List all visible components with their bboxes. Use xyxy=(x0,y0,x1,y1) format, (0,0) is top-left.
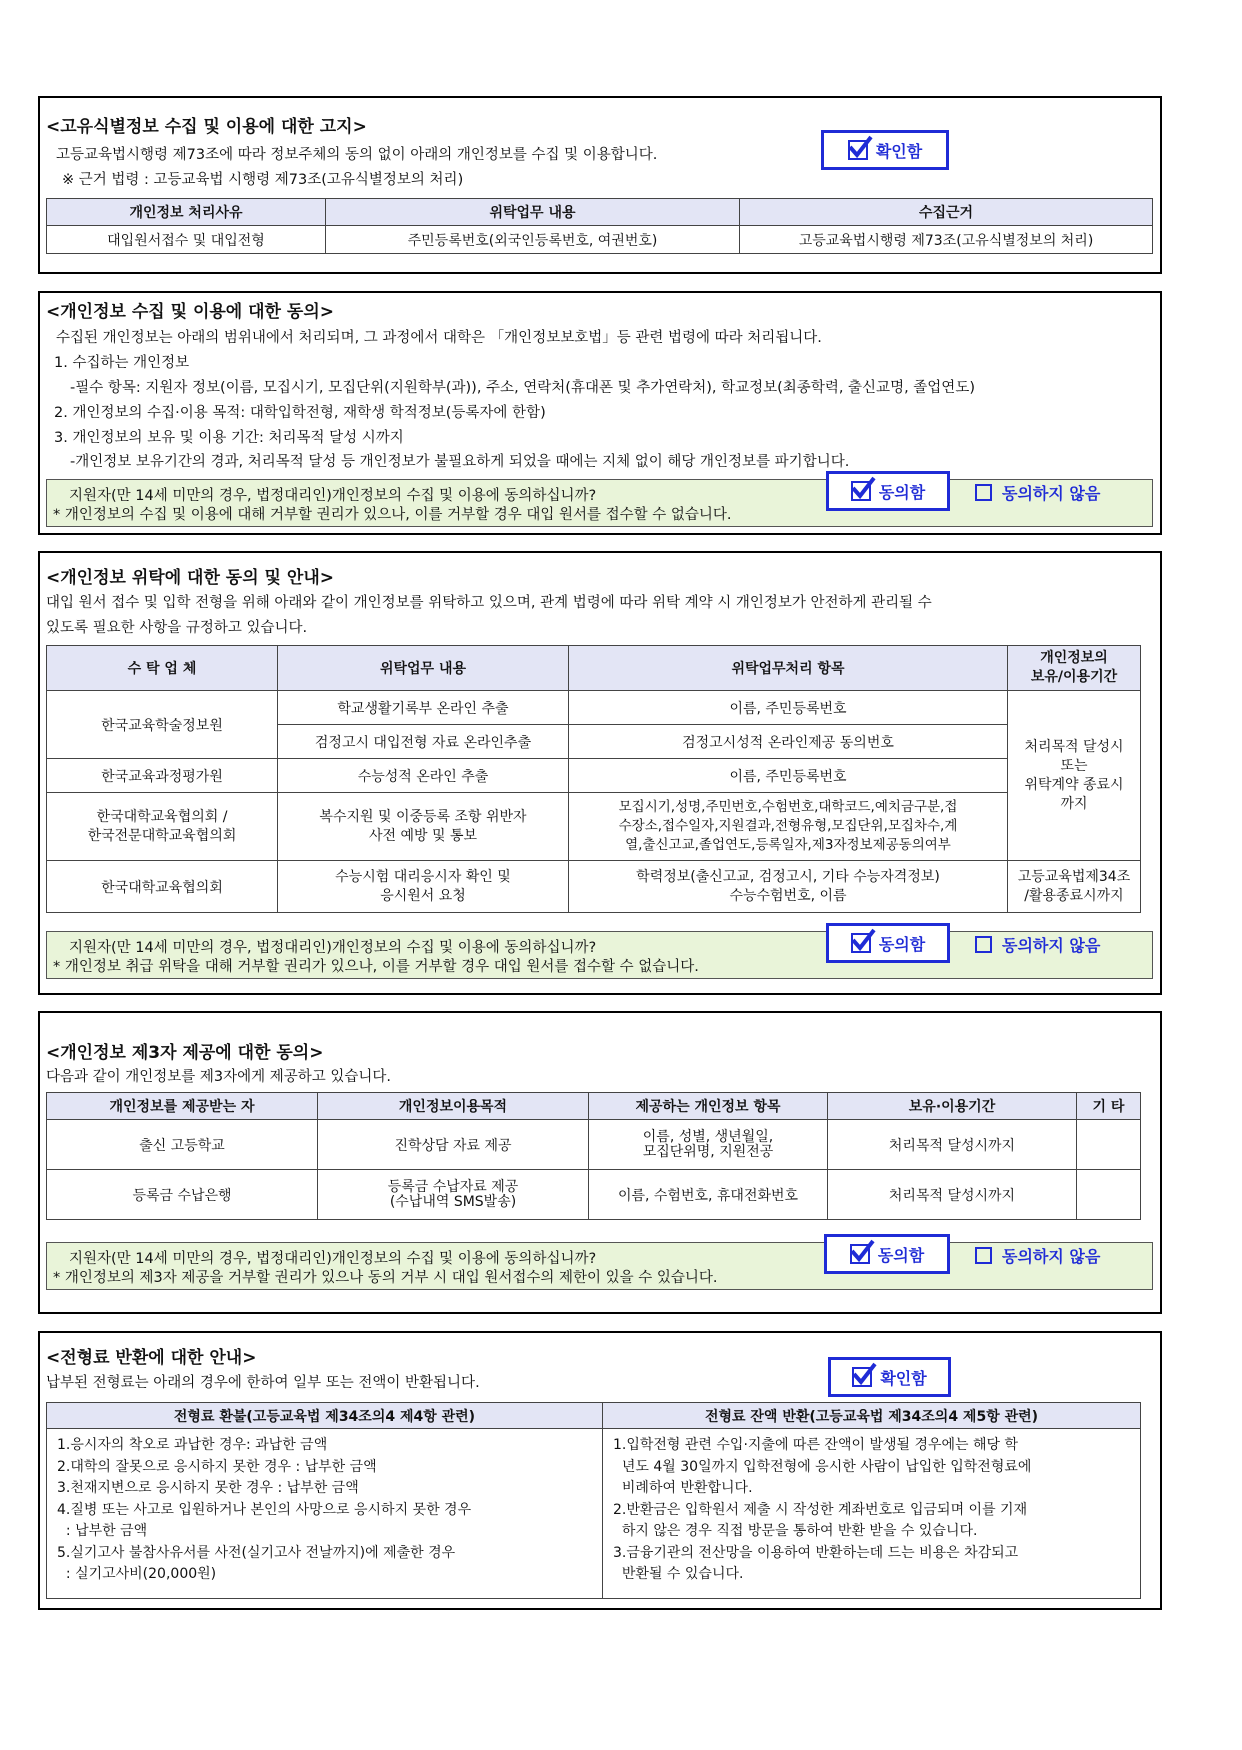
body-line: 3. 개인정보의 보유 및 이용 기간: 처리목적 달성 시까지 xyxy=(54,430,404,446)
body-line: -필수 항목: 지원자 정보(이름, 모집시기, 모집단위(지원학부(과)), 주소, 연락처(휴대폰 및 추가연락처), 학교정보(최종학력, 출신교명, 졸업연도) xyxy=(70,380,975,396)
table-cell: 처리목적 달성시까지 xyxy=(828,1120,1077,1170)
col-header: 수집근거 xyxy=(740,199,1153,226)
org-cell: 한국교육과정평가원 xyxy=(47,759,278,793)
empty-checkbox-icon xyxy=(975,484,992,501)
col-header: 위탁업무처리 항목 xyxy=(569,646,1008,691)
body-line: 다음과 같이 개인정보를 제3자에게 제공하고 있습니다. xyxy=(46,1069,392,1085)
table-cell: 이름, 성별, 생년월일, 모집단위명, 지원전공 xyxy=(589,1120,828,1170)
table-cell: 대입원서접수 및 대입전형 xyxy=(47,226,326,254)
table-cell: 처리목적 달성시까지 xyxy=(828,1170,1077,1220)
table-cell: 검정고시성적 온라인제공 동의번호 xyxy=(569,725,1008,759)
table-cell: 진학상담 자료 제공 xyxy=(318,1120,589,1170)
agree-label: 동의함 xyxy=(878,482,926,502)
empty-checkbox-icon xyxy=(975,1247,992,1264)
body-line: 1. 수집하는 개인정보 xyxy=(54,355,190,371)
section-title: <개인정보 위탁에 대한 동의 및 안내> xyxy=(46,568,334,588)
table-cell xyxy=(1077,1170,1141,1220)
section-fee-refund xyxy=(38,1331,1162,1610)
section-title: <전형료 반환에 대한 안내> xyxy=(46,1348,257,1368)
table-cell: 이름, 주민등록번호 xyxy=(569,691,1008,725)
agree-checkbox[interactable] xyxy=(826,471,950,511)
table-cell: 복수지원 및 이중등록 조항 위반자 사전 예방 및 통보 xyxy=(278,793,569,861)
consent-note: * 개인정보 취급 위탁을 대해 거부할 권리가 있으나, 이를 거부할 경우 대입 원서를 접수할 수 없습니다. xyxy=(53,959,699,975)
checkmark-icon xyxy=(851,933,871,953)
col-header: 제공하는 개인정보 항목 xyxy=(589,1093,828,1120)
processing-table xyxy=(46,198,1153,254)
outsourcing-table xyxy=(46,645,1141,913)
col-header: 수 탁 업 체 xyxy=(47,646,278,691)
disagree-label: 동의하지 않음 xyxy=(1002,936,1101,955)
consent-question: 지원자(만 14세 미만의 경우, 법정대리인)개인정보의 수집 및 이용에 동의하십니까? xyxy=(69,488,597,504)
section-title: <개인정보 수집 및 이용에 대한 동의> xyxy=(46,302,334,322)
disagree-label: 동의하지 않음 xyxy=(1002,484,1101,503)
agree-label: 동의함 xyxy=(878,934,926,954)
retention-cell: 처리목적 달성시 또는 위탁계약 종료시 까지 xyxy=(1008,691,1141,861)
consent-note: * 개인정보의 수집 및 이용에 대해 거부할 권리가 있으나, 이를 거부할 경우 대입 원서를 접수할 수 없습니다. xyxy=(53,507,732,523)
col-header: 개인정보이용목적 xyxy=(318,1093,589,1120)
balance-refund-list: 1.입학전형 관련 수입·지출에 따른 잔액이 발생될 경우에는 해당 학 년도 4월 30일까지 입학전형에 응시한 사람이 납입한 입학전형료에 비례하여 반환합니다. 2.반환금은 입학원서 제출 시 작성한 계좌번호로 입금되며 이를 기재 하지 않은 경우 직접 방문을 통하여 반환 받을 수 있습니다. 3.금융기관의 전산망을 이용하여 반환하는데 드는 비용은 차감되고 반환될 수 있습니다. xyxy=(603,1429,1141,1599)
body-line: 있도록 필요한 사항을 규정하고 있습니다. xyxy=(46,620,308,636)
consent-question: 지원자(만 14세 미만의 경우, 법정대리인)개인정보의 수집 및 이용에 동의하십니까? xyxy=(69,1251,597,1267)
body-line: -개인정보 보유기간의 경과, 처리목적 달성 등 개인정보가 불필요하게 되었을 때에는 지체 없이 해당 개인정보를 파기합니다. xyxy=(70,454,850,470)
org-cell: 한국교육학술정보원 xyxy=(47,691,278,759)
section-title: <고유식별정보 수집 및 이용에 대한 고지> xyxy=(46,117,367,137)
table-cell: 학력정보(출신고교, 검정고시, 기타 수능자격정보) 수능수험번호, 이름 xyxy=(569,861,1008,913)
checkmark-icon xyxy=(850,1244,870,1264)
col-header-retention: 개인정보의 보유/이용기간 xyxy=(1008,646,1141,691)
table-cell: 모집시기,성명,주민번호,수험번호,대학코드,예치금구분,접 수장소,접수일자,지원결과,전형유형,모집단위,모집차수,계 열,출신고교,졸업연도,등록일자,제3자정보제공동의여부 xyxy=(569,793,1008,861)
section-collection-consent xyxy=(38,291,1162,535)
org-cell: 한국대학교육협의회 xyxy=(47,861,278,913)
disagree-label: 동의하지 않음 xyxy=(1002,1247,1101,1266)
checkmark-icon xyxy=(852,1367,872,1387)
col-header: 개인정보를 제공받는 자 xyxy=(47,1093,318,1120)
table-cell xyxy=(1077,1120,1141,1170)
agree-label: 동의함 xyxy=(877,1245,925,1265)
section-unique-id-notice xyxy=(38,96,1162,274)
checkmark-icon xyxy=(851,481,871,501)
table-cell: 검정고시 대입전형 자료 온라인추출 xyxy=(278,725,569,759)
col-header: 전형료 잔액 반환(고등교육법 제34조의4 제5항 관련) xyxy=(603,1403,1141,1429)
col-header: 전형료 환불(고등교육법 제34조의4 제4항 관련) xyxy=(47,1403,603,1429)
empty-checkbox-icon xyxy=(975,936,992,953)
disagree-option[interactable] xyxy=(975,481,1100,504)
table-cell: 학교생활기록부 온라인 추출 xyxy=(278,691,569,725)
notice-text: 고등교육법시행령 제73조에 따라 정보주체의 동의 없이 아래의 개인정보를 수집 및 이용합니다. xyxy=(56,147,658,163)
col-header: 보유·이용기간 xyxy=(828,1093,1077,1120)
agree-checkbox[interactable] xyxy=(826,923,950,963)
refund-list: 1.응시자의 착오로 과납한 경우: 과납한 금액 2.대학의 잘못으로 응시하지 못한 경우 : 납부한 금액 3.천재지변으로 응시하지 못한 경우 : 납부한 금액 4.질병 또는 사고로 입원하거나 본인의 사망으로 응시하지 못한 경우 : 납부한 금액 5.실기고사 불참사유서를 사전(실기고사 전날까지)에 제출한 경우 : 실기고사비(20,000원) xyxy=(47,1429,603,1599)
body-line: 2. 개인정보의 수집·이용 목적: 대학입학전형, 재학생 학적정보(등록자에 한함) xyxy=(54,405,546,421)
confirm-label: 확인함 xyxy=(875,141,923,161)
table-cell: 등록금 수납은행 xyxy=(47,1170,318,1220)
confirm-checkbox[interactable] xyxy=(828,1357,951,1397)
table-cell: 주민등록번호(외국인등록번호, 여권번호) xyxy=(326,226,740,254)
col-header: 기 타 xyxy=(1077,1093,1141,1120)
retention-cell: 고등교육법제34조 /활용종료시까지 xyxy=(1008,861,1141,913)
checkmark-icon xyxy=(848,140,868,160)
section-third-party-consent xyxy=(38,1011,1162,1314)
col-header: 개인정보 처리사유 xyxy=(47,199,326,226)
consent-note: * 개인정보의 제3자 제공을 거부할 권리가 있으나 동의 거부 시 대입 원서접수의 제한이 있을 수 있습니다. xyxy=(53,1270,718,1286)
disagree-option[interactable] xyxy=(975,933,1100,956)
consent-question: 지원자(만 14세 미만의 경우, 법정대리인)개인정보의 수집 및 이용에 동의하십니까? xyxy=(69,940,597,956)
refund-table xyxy=(46,1402,1141,1599)
table-cell: 수능성적 온라인 추출 xyxy=(278,759,569,793)
body-line: 대입 원서 접수 및 입학 전형을 위해 아래와 같이 개인정보를 위탁하고 있으며, 관계 법령에 따라 위탁 계약 시 개인정보가 안전하게 관리될 수 xyxy=(46,595,932,611)
body-line: 납부된 전형료는 아래의 경우에 한하여 일부 또는 전액이 반환됩니다. xyxy=(46,1375,480,1391)
col-header: 위탁업무 내용 xyxy=(326,199,740,226)
table-cell: 출신 고등학교 xyxy=(47,1120,318,1170)
col-header: 위탁업무 내용 xyxy=(278,646,569,691)
table-cell: 이름, 주민등록번호 xyxy=(569,759,1008,793)
table-cell: 수능시험 대리응시자 확인 및 응시원서 요청 xyxy=(278,861,569,913)
section-title: <개인정보 제3자 제공에 대한 동의> xyxy=(46,1043,324,1063)
table-cell: 이름, 수험번호, 휴대전화번호 xyxy=(589,1170,828,1220)
legal-basis-text: ※ 근거 법령 : 고등교육법 시행령 제73조(고유식별정보의 처리) xyxy=(62,172,464,188)
agree-checkbox[interactable] xyxy=(824,1234,950,1274)
table-cell: 등록금 수납자료 제공 (수납내역 SMS발송) xyxy=(318,1170,589,1220)
body-line: 수집된 개인정보는 아래의 범위내에서 처리되며, 그 과정에서 대학은 「개인정보보호법」등 관련 법령에 따라 처리됩니다. xyxy=(56,330,822,346)
confirm-checkbox[interactable] xyxy=(821,130,949,170)
table-cell: 고등교육법시행령 제73조(고유식별정보의 처리) xyxy=(740,226,1153,254)
disagree-option[interactable] xyxy=(975,1244,1100,1267)
third-party-table xyxy=(46,1092,1141,1220)
org-cell: 한국대학교육협의회 / 한국전문대학교육협의회 xyxy=(47,793,278,861)
section-outsourcing-consent xyxy=(38,551,1162,995)
confirm-label: 확인함 xyxy=(880,1368,927,1388)
